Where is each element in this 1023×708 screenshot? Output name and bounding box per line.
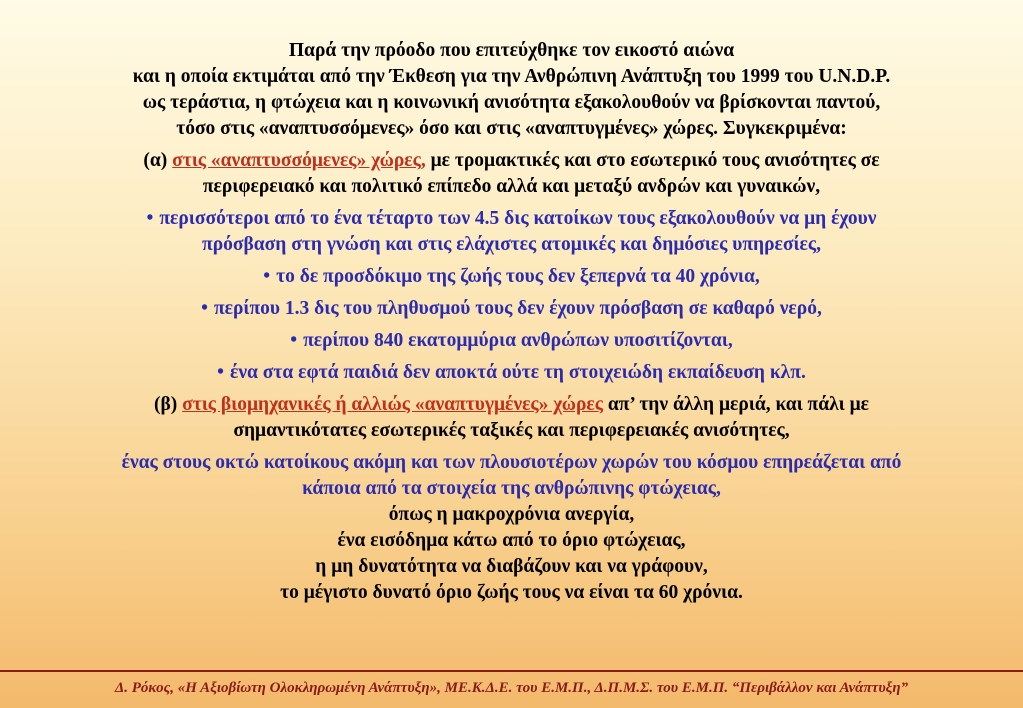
closing-line-4: το μέγιστο δυνατό όριο ζωής τους να είναι τα 60 χρόνια. (280, 582, 743, 603)
intro-line-2: και η οποία εκτιμάται από την Έκθεση για την Ανθρώπινη Ανάπτυξη του 1999 του U.N.D.P. (132, 66, 891, 87)
bullet-3 (0, 296, 1023, 322)
bullet-icon: • (146, 208, 154, 229)
bullet-3-text: περίπου 1.3 δις του πληθυσμού τους δεν έχουν πρόσβαση σε καθαρό νερό, (213, 298, 822, 319)
bullet-icon: • (217, 362, 224, 383)
bullet-icon: • (263, 266, 271, 287)
bullet-1-line-2: πρόσβαση στη γνώση και στις ελάχιστες ατομικές και δημόσιες υπηρεσίες, (202, 234, 821, 255)
bullet-4 (0, 328, 1023, 354)
bullet-2 (0, 264, 1023, 290)
bullet-1-text: περισσότεροι από το ένα τέταρτο των 4.5 δις κατοίκων τους εξακολουθούν να μη έχουν (159, 208, 877, 229)
blue-para-line-2: κάποια από τα στοιχεία της ανθρώπινης φτώχειας, (302, 478, 721, 499)
section-a-rest: με τρομακτικές και στο εσωτερικό τους ανισότητες σε (430, 150, 880, 171)
bullet-5 (0, 360, 1023, 386)
closing-line-3: η μη δυνατότητα να διαβάζουν και να γράφουν, (315, 556, 708, 577)
closing-line-2: ένα εισόδημα κάτω από το όριο φτώχειας, (337, 530, 686, 551)
intro-line-1: Παρά την πρόοδο που επιτεύχθηκε τον εικοστό αιώνα (288, 40, 735, 61)
intro-line-4: τόσο στις «αναπτυσσόμενες» όσο και στις «αναπτυγμένες» χώρες. Συγκεκριμένα: (176, 118, 847, 139)
bullet-4-text: περίπου 840 εκατομμύρια ανθρώπων υποσιτίζονται, (303, 330, 733, 351)
section-a-link[interactable]: στις «αναπτυσσόμενες» χώρες, (172, 150, 426, 171)
section-b-rest: απ’ την άλλη μεριά, και πάλι με (607, 394, 869, 415)
section-b-line-2: σημαντικότατες εσωτερικές ταξικές και περιφερειακές ανισότητες, (233, 420, 790, 441)
section-a-prefix: (α) (143, 150, 168, 171)
section-b-prefix: (β) (154, 394, 178, 415)
section-b-link[interactable]: στις βιομηχανικές ή αλλιώς «αναπτυγμένες» χώρες (182, 394, 603, 415)
footer-citation: Δ. Ρόκος, «Η Αξιοβίωτη Ολοκληρωμένη Ανάπτυξη», ΜΕ.Κ.Δ.Ε. του Ε.Μ.Π., Δ.Π.Μ.Σ. του Ε.Μ.Π. “Περιβάλλον και Ανάπτυξη” (114, 680, 909, 696)
bullet-icon: • (201, 298, 208, 319)
intro-line-3: ως τεράστια, η φτώχεια και η κοινωνική ανισότητα εξακολουθούν να βρίσκονται παντού, (142, 92, 881, 113)
section-a-line-1 (0, 148, 1023, 174)
bullet-2-text: το δε προσδόκιμο της ζωής τους δεν ξεπερνά τα 40 χρόνια, (276, 266, 760, 287)
section-a-line-2: περιφερειακό και πολιτικό επίπεδο αλλά και μεταξύ ανδρών και γυναικών, (202, 176, 821, 197)
slide-body (0, 38, 1023, 606)
bullet-1-line-1 (0, 206, 1023, 232)
footer-divider (0, 670, 1023, 672)
section-b-line-1 (0, 392, 1023, 418)
bullet-5-text: ένα στα εφτά παιδιά δεν αποκτά ούτε τη στοιχειώδη εκπαίδευση κλπ. (229, 362, 806, 383)
bullet-icon: • (290, 330, 298, 351)
closing-line-1: όπως η μακροχρόνια ανεργία, (388, 504, 635, 525)
blue-para-line-1: ένας στους οκτώ κατοίκους ακόμη και των πλουσιοτέρων χωρών του κόσμου επηρεάζεται από (121, 452, 902, 473)
